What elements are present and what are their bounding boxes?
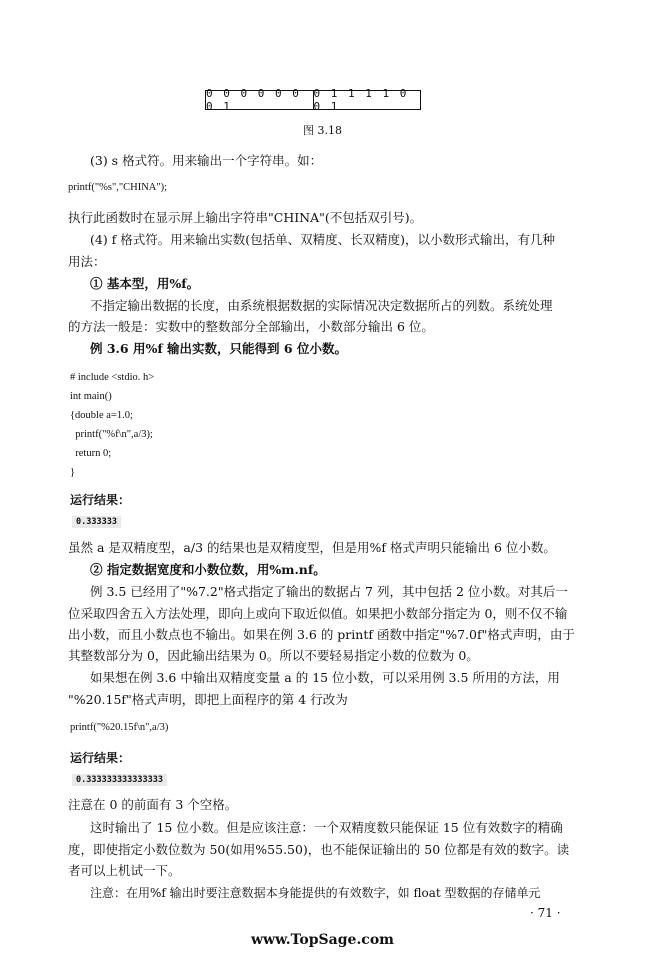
text-line: 的方法一般是：实数中的整数部分全部输出，小数部分输出 6 位。 <box>68 319 434 334</box>
note-line: 注意：在用%f 输出时要注意数据本身能提供的有效数字，如 float 型数据的存储单元 <box>90 886 541 900</box>
code-line: printf("%s","CHINA"); <box>68 182 168 193</box>
text-line: "%20.15f"格式声明，即把上面程序的第 4 行改为 <box>68 692 348 707</box>
text-line: (3) s 格式符。用来输出一个字符串。如： <box>90 153 323 168</box>
code-line: } <box>70 467 76 478</box>
figure-caption: 图 3.18 <box>303 124 342 137</box>
text-line: 执行此函数时在显示屏上输出字符串"CHINA"(不包括双引号)。 <box>68 210 423 225</box>
text-line: 其整数部分为 0，因此输出结果为 0。所以不要轻易指定小数的位数为 0。 <box>68 648 479 663</box>
text-line: 不指定输出数据的长度，由系统根据数据的实际情况决定数据所占的列数。系统处理 <box>90 298 553 313</box>
high-byte-cell: 0 0 0 0 0 0 0 1 <box>206 87 301 113</box>
footer-url: www.TopSage.com <box>251 932 394 948</box>
program-output: 0.333333 <box>72 516 121 528</box>
text-line: 例 3.5 已经用了"%7.2"格式指定了输出的数据占 7 列，其中包括 2 位小数。对其后一 <box>90 584 568 599</box>
text-line: 注意在 0 的前面有 3 个空格。 <box>68 797 238 812</box>
page-number: · 71 · <box>530 906 561 920</box>
text-line: 如果想在例 3.6 中输出双精度变量 a 的 15 位小数，可以采用例 3.5 所用的方法，用 <box>90 670 560 685</box>
code-line: return 0; <box>70 448 112 459</box>
code-line: int main() <box>70 391 112 402</box>
text-line: 位采取四舍五入方法处理，即向上或向下取近似值。如果把小数部分指定为 0，则不仅不输 <box>68 606 568 621</box>
code-line: printf("%20.15f\n",a/3) <box>70 722 169 733</box>
run-result-label: 运行结果： <box>70 493 131 507</box>
text-line: 虽然 a 是双精度型，a/3 的结果也是双精度型，但是用%f 格式声明只能输出 6 位小数。 <box>68 540 556 555</box>
run-result-label: 运行结果： <box>70 751 131 765</box>
text-line: (4) f 格式符。用来输出实数(包括单、双精度、长双精度)，以小数形式输出，有几种 <box>90 232 556 247</box>
subheading: ① 基本型，用%f。 <box>90 276 200 291</box>
program-output: 0.333333333333333 <box>72 774 167 786</box>
text-line: 用法： <box>68 254 106 269</box>
text-line: 这时输出了 15 位小数。但是应该注意：一个双精度数只能保证 15 位有效数字的精确 <box>90 820 563 835</box>
code-line: {double a=1.0; <box>70 410 133 421</box>
example-heading: 例 3.6 用%f 输出实数，只能得到 6 位小数。 <box>90 341 347 356</box>
code-line: printf("%f\n",a/3); <box>70 429 153 440</box>
text-line: 者可以上机试一下。 <box>68 863 181 878</box>
text-line: 出小数，而且小数点也不输出。如果在例 3.6 的 printf 函数中指定"%7.0f"格式声明，由于 <box>68 627 575 642</box>
subheading: ② 指定数据宽度和小数位数，用%m.nf。 <box>90 562 326 577</box>
bit-pattern-figure <box>205 87 421 113</box>
code-line: # include <stdio. h> <box>70 372 155 383</box>
text-line: 度，即使指定小数位数为 50(如用%55.50)，也不能保证输出的 50 位都是有效的数字。读 <box>68 842 570 857</box>
low-byte-cell: 0 1 1 1 1 0 0 1 <box>313 91 421 109</box>
